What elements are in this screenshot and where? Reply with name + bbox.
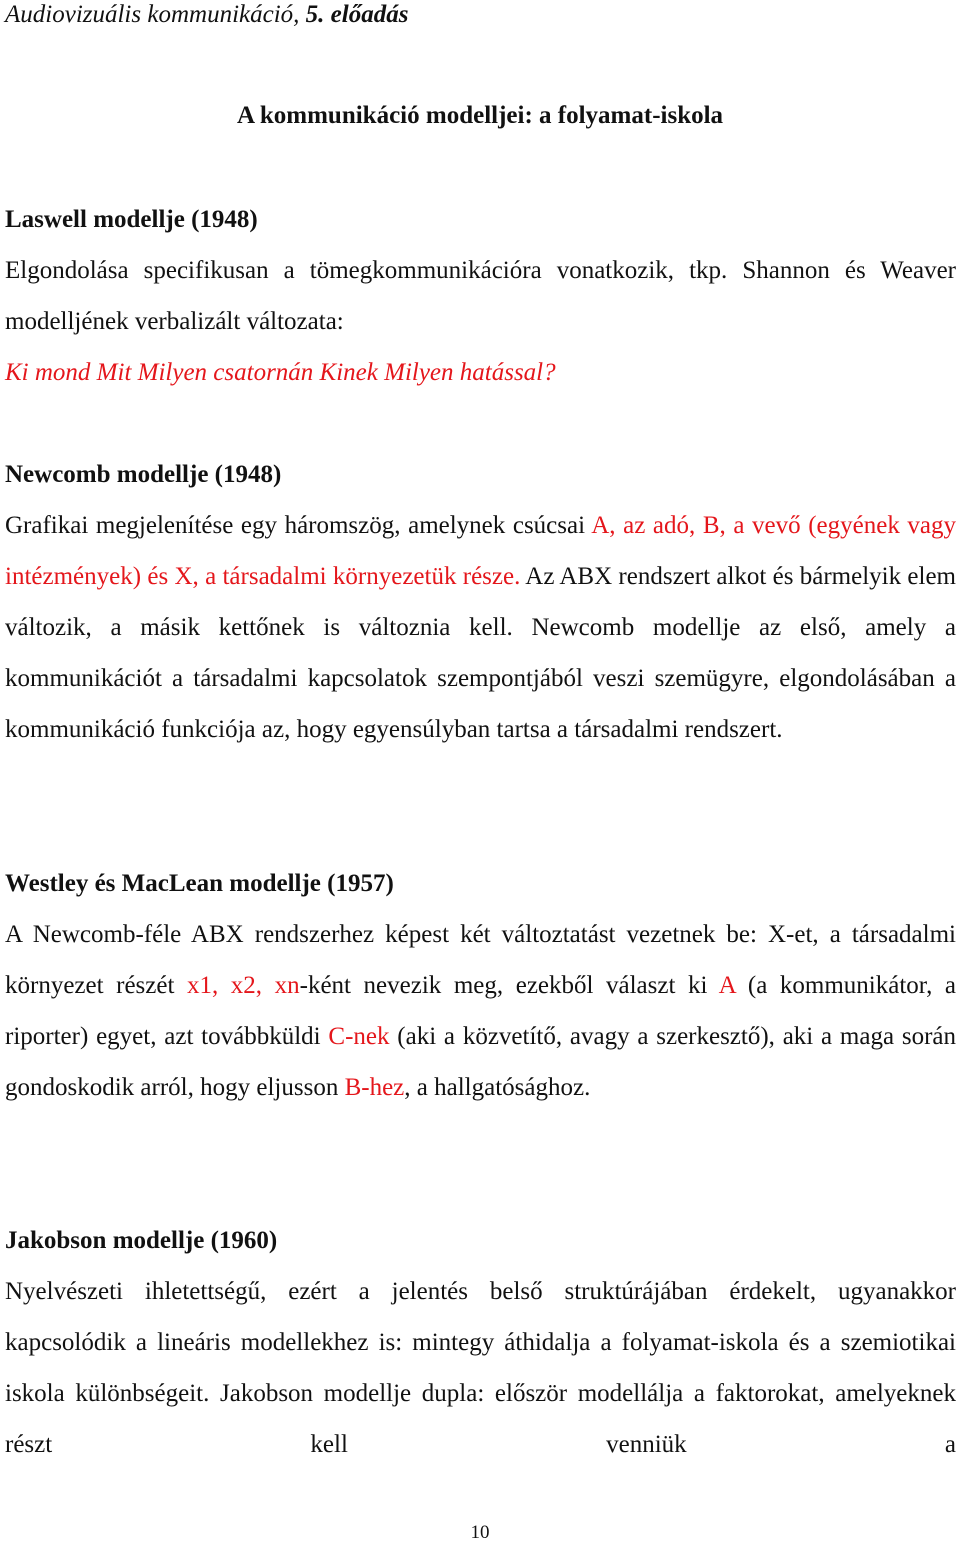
laswell-formula: Ki mond Mit Milyen csatornán Kinek Milyen hatással? (5, 359, 556, 386)
westley-text-1: A Newcomb-féle ABX rendszerhez képest két változtatást vezetnek be: X-et, a társadalmi környezet részét (5, 921, 956, 999)
newcomb-text-1: Grafikai megjelenítése egy háromszög, amelynek csúcsai (5, 512, 592, 539)
newcomb-highlight: A, az adó, B, a vevő (egyének vagy intézmények) és X, a társadalmi környezetük része. (5, 512, 956, 590)
westley-red-2: A (718, 972, 736, 999)
header-course: Audiovizuális kommunikáció, (5, 1, 300, 28)
paragraph-jakobson (5, 1266, 956, 1470)
section-title-westley: Westley és MacLean modellje (1957) (5, 870, 394, 897)
westley-text-5: , a hallgatósághoz. (404, 1074, 591, 1101)
section-title-laswell: Laswell modellje (1948) (5, 206, 258, 233)
page-number: 10 (470, 1522, 490, 1543)
section-title-jakobson: Jakobson modellje (1960) (5, 1227, 278, 1254)
section-laswell (5, 194, 956, 398)
section-newcomb (5, 449, 956, 755)
laswell-text: Elgondolása specifikusan a tömegkommunikációra vonatkozik, tkp. Shannon és Weaver modelljének verbalizált változata: (5, 257, 956, 335)
section-westley-maclean (5, 858, 956, 1113)
westley-red-1: x1, x2, xn (186, 972, 300, 999)
jakobson-text: Nyelvészeti ihletettségű, ezért a jelentés belső struktúrájában érdekelt, ugyanakkor kapcsolódik a lineáris modellekhez is: mintegy áthidalja a folyamat-iskola és a szemiotikai iskola különbségeit. Jakobson modellje dupla: először modellálja a faktorokat, amelyeknek részt kell venniük a (5, 1278, 956, 1458)
paragraph-newcomb (5, 500, 956, 755)
westley-text-4: (aki a közvetítő, avagy a szerkesztő), aki a maga során gondoskodik arról, hogy eljusson (5, 1023, 956, 1101)
paragraph-laswell (5, 245, 956, 347)
section-title-newcomb: Newcomb modellje (1948) (5, 461, 282, 488)
paragraph-westley (5, 909, 956, 1113)
westley-text-2: -ként nevezik meg, ezekből választ ki (299, 972, 719, 999)
header-lecture: 5. előadás (305, 1, 409, 28)
page-title: A kommunikáció modelljei: a folyamat-iskola (236, 102, 724, 129)
westley-red-4: B-hez (344, 1074, 405, 1101)
running-header (5, 0, 408, 30)
westley-red-3: C-nek (328, 1023, 390, 1050)
newcomb-text-2: Az ABX rendszert alkot és bármelyik elem változik, a másik kettőnek is változnia kell. Newcomb modellje az első, amely a kommunikációt a társadalmi kapcsolatok szempontjából veszi szemügyre, elgondolásában a kommunikáció funkciója az, hogy egyensúlyban tartsa a társadalmi rendszert. (5, 563, 956, 743)
section-jakobson (5, 1215, 956, 1470)
westley-text-3: (a kommunikátor, a riporter) egyet, azt továbbküldi (5, 972, 956, 1050)
